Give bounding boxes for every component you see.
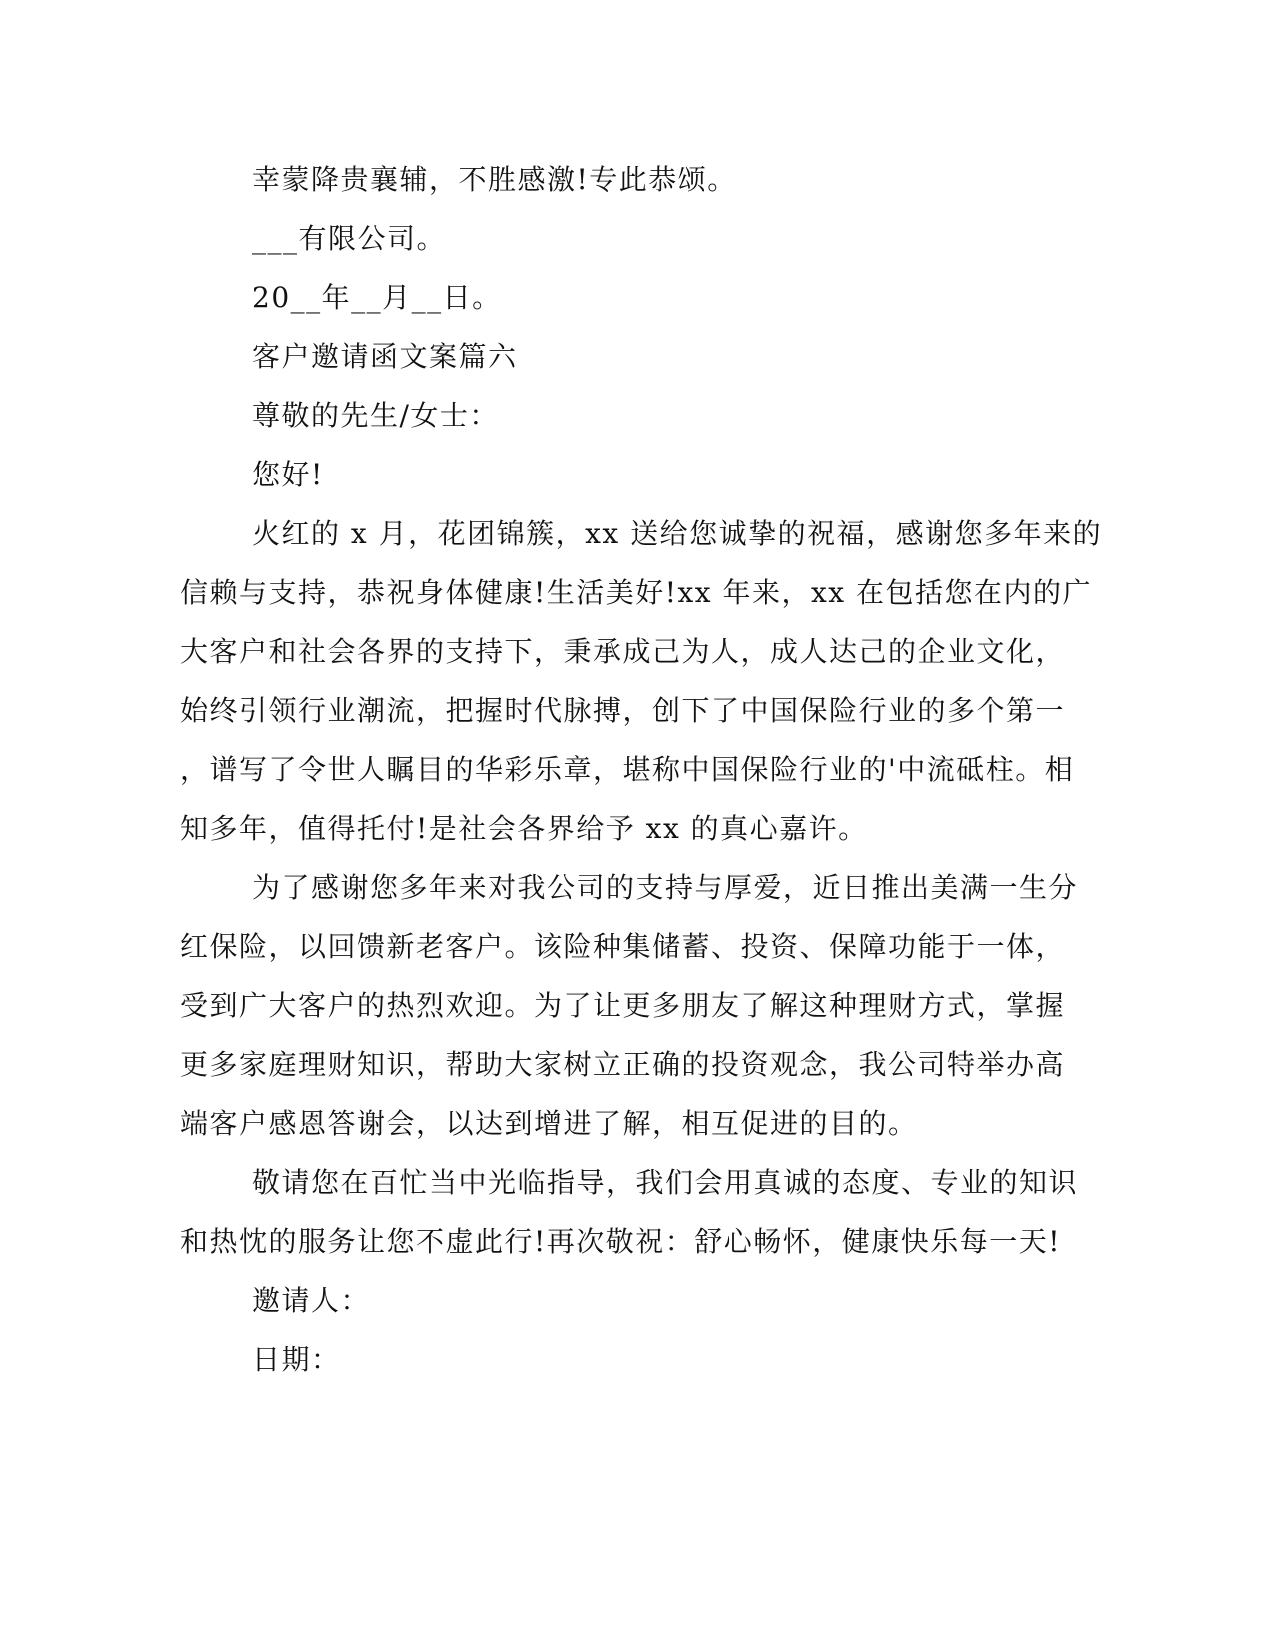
paragraph-3-line: 敬请您在百忙当中光临指导，我们会用真诚的态度、专业的知识 <box>252 1166 1079 1199</box>
company-line: ___有限公司。 <box>252 222 447 255</box>
closing-line: 幸蒙降贵襄辅，不胜感激!专此恭颂。 <box>252 163 737 196</box>
paragraph-1-line: 火红的 x 月，花团锦簇，xx 送给您诚挚的祝福，感谢您多年来的 <box>252 517 1103 550</box>
paragraph-2-line: 为了感谢您多年来对我公司的支持与厚爱，近日推出美满一生分 <box>252 871 1079 904</box>
paragraph-2-line: 端客户感恩答谢会，以达到增进了解，相互促进的目的。 <box>180 1107 918 1140</box>
paragraph-2-line: 红保险，以回馈新老客户。该险种集储蓄、投资、保障功能于一体， <box>180 930 1066 963</box>
paragraph-2-line: 受到广大客户的热烈欢迎。为了让更多朋友了解这种理财方式，掌握 <box>180 989 1066 1022</box>
salutation: 尊敬的先生/女士： <box>252 399 499 432</box>
paragraph-1-line: 知多年，值得托付!是社会各界给予 xx 的真心嘉许。 <box>180 812 868 845</box>
section-title: 客户邀请函文案篇六 <box>252 340 518 373</box>
paragraph-1-line: 始终引领行业潮流，把握时代脉搏，创下了中国保险行业的多个第一 <box>180 694 1066 727</box>
date-label: 日期： <box>252 1343 341 1376</box>
paragraph-2-line: 更多家庭理财知识，帮助大家树立正确的投资观念，我公司特举办高 <box>180 1048 1066 1081</box>
greeting: 您好! <box>252 458 324 491</box>
paragraph-3-line: 和热忱的服务让您不虚此行!再次敬祝：舒心畅怀，健康快乐每一天! <box>180 1225 1062 1258</box>
inviter-label: 邀请人： <box>252 1284 371 1317</box>
paragraph-1-line: ，谱写了令世人瞩目的华彩乐章，堪称中国保险行业的'中流砥柱。相 <box>180 753 1075 786</box>
paragraph-1-line: 信赖与支持，恭祝身体健康!生活美好!xx 年来，xx 在包括您在内的广 <box>180 576 1092 609</box>
paragraph-1-line: 大客户和社会各界的支持下，秉承成己为人，成人达己的企业文化， <box>180 635 1066 668</box>
date-line: 20__年__月__日。 <box>252 281 502 314</box>
